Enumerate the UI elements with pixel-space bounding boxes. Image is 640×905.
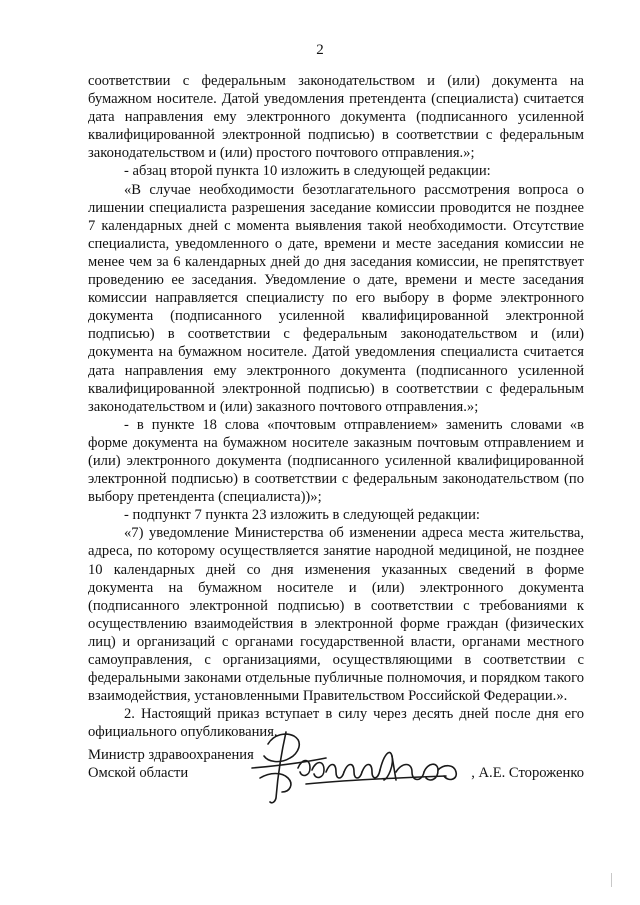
signature-block xyxy=(88,742,584,802)
scan-edge-mark xyxy=(611,873,616,887)
handwritten-signature xyxy=(246,728,486,806)
paragraph-continuation: соответствии с федеральным законодательством и (или) документа на бумажном носителе. Датой уведомления претендента (специалиста) считается дата направления ему электронного документа (подписанного усиленной квалифицированной электронной подписью) в соответствии с федеральным законодательством и (или) простого почтового отправления.»; xyxy=(88,73,584,162)
signatory-position-line: Омской области xyxy=(88,765,189,782)
signatory-name: , А.Е. Стороженко xyxy=(471,765,584,781)
paragraph-quoted-text: «7) уведомление Министерства об изменении адреса места жительства, адреса, по которому осуществляется занятие народной медициной, не позднее 10 календарных дней со дня изменения указанных сведений в форме документа на бумажном носителе и (или) электронного документа (подписанного электронной подписью) в соответствии с требованиями к осуществлению взаимодействия в электронной форме граждан (физических лиц) и организаций с органами государственной власти, органами местного самоуправления, с организациями, осуществляющими в соответствии с федеральными законами отдельные публичные полномочия, и порядком такого взаимодействия, установленными Правительством Российской Федерации.». xyxy=(88,525,584,705)
signatory-position xyxy=(88,746,254,782)
document-body xyxy=(88,72,584,741)
paragraph-amendment-item: - в пункте 18 слова «почтовым отправлением» заменить словами «в форме документа на бумажном носителе заказным почтовым отправлением и (или) электронного документа (подписанного усиленной квалифицированной электронной подписью) в соответствии с федеральным законодательством (по выбору претендента (специалиста))»; xyxy=(88,416,584,506)
paragraph-quoted-text: «В случае необходимости безотлагательного рассмотрения вопроса о лишении специалиста разрешения заседание комиссии проводится не позднее 7 календарных дней с момента выявления такой необходимости. Отсутствие специалиста, уведомленного о дате, времени и месте заседания комиссии не менее чем за 6 календарных дней до дня заседания комиссии, не препятствует проведению ее заседания. Уведомление о дате, времени и месте заседания комиссии направляется специалисту по его выбору в форме электронного документа (подписанного усиленной квалифицированной электронной подписью) в соответствии с федеральным законодательством и (или) документа на бумажном носителе. Датой уведомления специалиста считается дата направления ему электронного документа (подписанного усиленной квалифицированной электронной подписью) в соответствии с федеральным законодательством и (или) заказного почтового отправления.»; xyxy=(88,181,584,415)
paragraph-amendment-item: - подпункт 7 пункта 23 изложить в следующей редакции: xyxy=(124,507,480,524)
page-number: 2 xyxy=(316,42,324,58)
paragraph-amendment-item: - абзац второй пункта 10 изложить в следующей редакции: xyxy=(124,163,491,180)
paragraph-effective-date: 2. Настоящий приказ вступает в силу через десять дней после дня его официального опубликования. xyxy=(88,706,584,741)
signatory-position-line: Министр здравоохранения xyxy=(88,747,254,763)
